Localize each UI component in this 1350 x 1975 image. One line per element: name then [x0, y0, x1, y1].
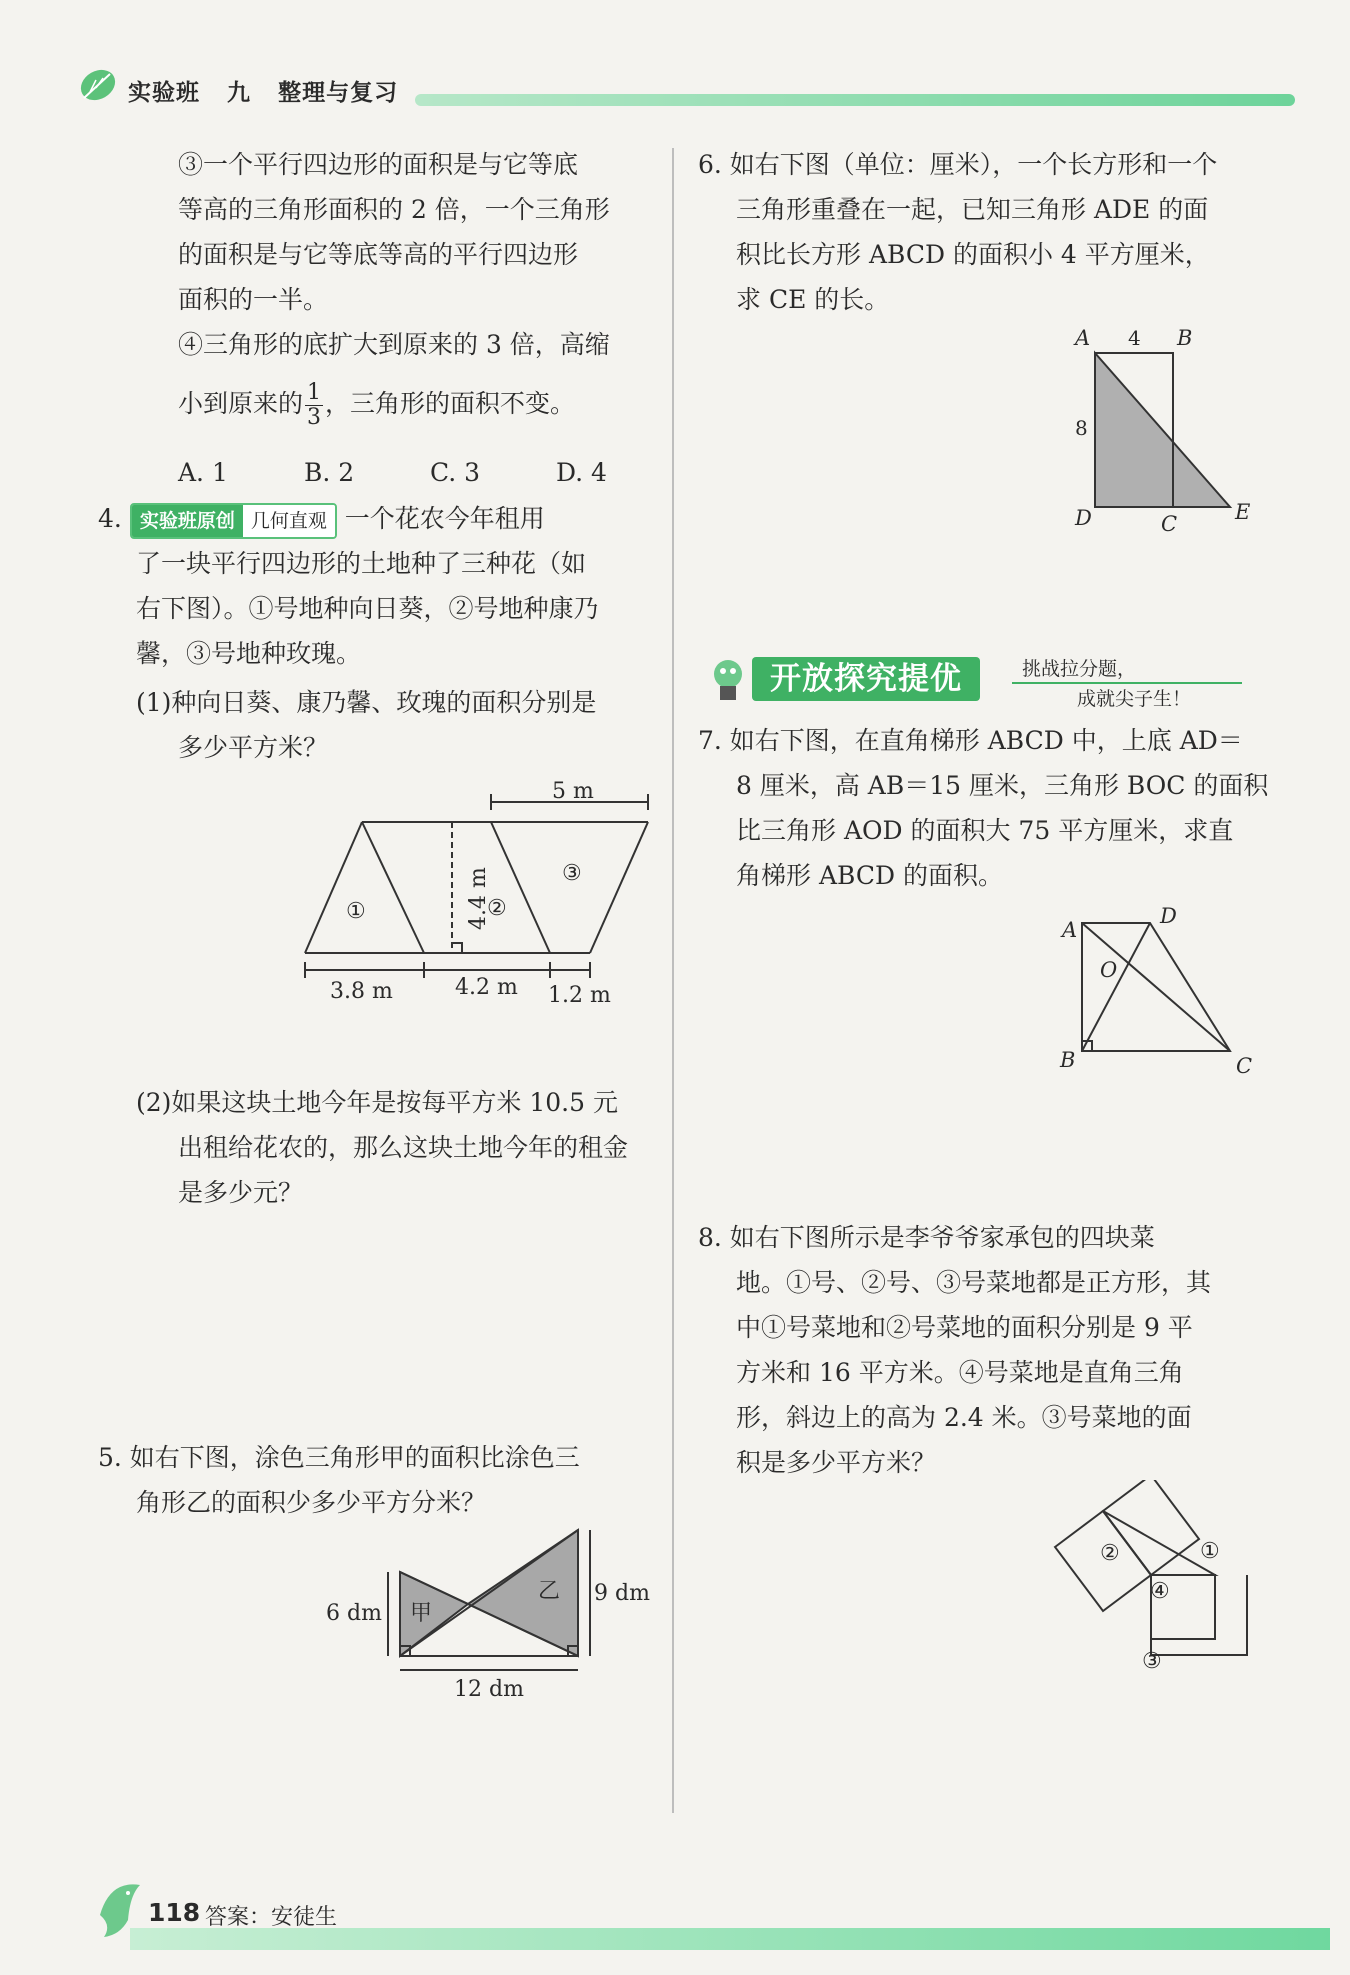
svg-text:4.2 m: 4.2 m [455, 975, 518, 1000]
svg-text:4.4 m: 4.4 m [466, 867, 491, 930]
svg-text:A: A [1075, 326, 1091, 350]
q4-field-figure [290, 780, 660, 1010]
banner-title: 开放探究提优 [752, 657, 980, 701]
series-name: 实验班 [128, 80, 200, 106]
svg-text:12 dm: 12 dm [454, 1677, 524, 1700]
option-c[interactable]: C. 3 [430, 458, 481, 487]
svg-text:③: ③ [562, 861, 582, 886]
svg-text:④: ④ [1150, 1579, 1170, 1604]
svg-text:C: C [1161, 512, 1178, 535]
header-bar [415, 94, 1295, 106]
svg-text:②: ② [1100, 1541, 1120, 1566]
svg-text:4: 4 [1128, 326, 1141, 350]
svg-text:5 m: 5 m [552, 780, 594, 804]
column-divider [672, 148, 674, 1813]
original-tag: 实验班原创 几何直观 [130, 503, 337, 539]
q3-options [178, 450, 682, 495]
q4-number: 4. [98, 504, 122, 533]
option-d[interactable]: D. 4 [556, 458, 607, 487]
page-number: 118 [148, 1898, 201, 1927]
q3-statement-4: ④三角形的底扩大到原来的 3 倍，高缩 小到原来的 $\frac{1}{3}$ ，三角形的面积不变。 [178, 330, 610, 430]
q3-statement-3: ③一个平行四边形的面积是与它等底 等高的三角形面积的 2 倍，一个三角形 的面积是与它等底等高的平行四边形 面积的一半。 [178, 150, 610, 314]
q6-rectangle-figure [1055, 325, 1265, 535]
svg-text:①: ① [346, 899, 366, 924]
banner-subtitle-1: 挑战拉分题， [1022, 658, 1137, 680]
svg-text:乙: 乙 [538, 1579, 561, 1604]
q7-trapezoid-figure [1050, 905, 1270, 1075]
banner-subtitle-2: 成就尖子生！ [1077, 688, 1192, 710]
svg-text:9 dm: 9 dm [594, 1581, 650, 1606]
q5-text: 5. 如右下图，涂色三角形甲的面积比涂色三 角形乙的面积少多少平方分米？ [98, 1443, 580, 1517]
footer-bar [130, 1928, 1330, 1950]
page-header [128, 74, 398, 107]
footer-answer: 答案：安徒生 [205, 1905, 338, 1930]
svg-text:3.8 m: 3.8 m [330, 979, 393, 1004]
q4-intro: 4. 实验班原创 几何直观 一个花农今年租用 了一块平行四边形的土地种了三种花（如 右下图）。①号地种向日葵，②号地种康乃 馨，③号地种玫瑰。 [98, 504, 599, 668]
svg-text:A: A [1062, 918, 1078, 942]
svg-text:O: O [1100, 958, 1118, 982]
option-a[interactable]: A. 1 [178, 458, 228, 487]
svg-text:D: D [1160, 905, 1177, 928]
q6-text: 6. 如右下图（单位：厘米），一个长方形和一个 三角形重叠在一起，已知三角形 ADE 的面 积比长方形 ABCD 的面积小 4 平方厘米， 求 CE 的长。 [698, 150, 1218, 314]
leaf-logo-icon [78, 66, 118, 104]
svg-text:8: 8 [1075, 416, 1088, 440]
svg-text:③: ③ [1142, 1649, 1162, 1674]
fraction: $\frac{1}{3}$ [307, 380, 322, 430]
svg-text:1.2 m: 1.2 m [548, 983, 611, 1008]
q4-part-1: (1)种向日葵、康乃馨、玫瑰的面积分别是 多少平方米？ [136, 688, 597, 762]
svg-text:D: D [1075, 506, 1092, 530]
q8-squares-figure [1040, 1480, 1270, 1720]
svg-text:B: B [1177, 326, 1193, 350]
chapter-number: 九 [227, 80, 252, 106]
q8-text: 8. 如右下图所示是李爷爷家承包的四块菜 地。①号、②号、③号菜地都是正方形，其 中①号菜地和②号菜地的面积分别是 9 平 方米和 16 平方米。④号菜地是直角三角 形，斜边上的高为 2.4 米。③号菜地的面 积是多少平方米？ [698, 1223, 1212, 1477]
svg-text:①: ① [1200, 1539, 1220, 1564]
chapter-title: 整理与复习 [278, 80, 399, 106]
svg-text:②: ② [487, 896, 507, 921]
svg-text:B: B [1060, 1048, 1076, 1072]
svg-text:甲: 甲 [410, 1601, 433, 1626]
q5-triangles-figure [318, 1520, 658, 1700]
svg-text:6 dm: 6 dm [326, 1601, 382, 1626]
mascot-icon [700, 650, 756, 706]
q7-text: 7. 如右下图，在直角梯形 ABCD 中，上底 AD＝ 8 厘米，高 AB＝15 厘米，三角形 BOC 的面积 比三角形 AOD 的面积大 75 平方厘米，求直 角梯形 ABCD 的面积。 [698, 726, 1269, 890]
q4-part-2: (2)如果这块土地今年是按每平方米 10.5 元 出租给花农的，那么这块土地今年的租金 是多少元？ [136, 1088, 629, 1207]
svg-text:E: E [1235, 500, 1251, 524]
svg-text:C: C [1236, 1054, 1253, 1075]
option-b[interactable]: B. 2 [304, 458, 355, 487]
